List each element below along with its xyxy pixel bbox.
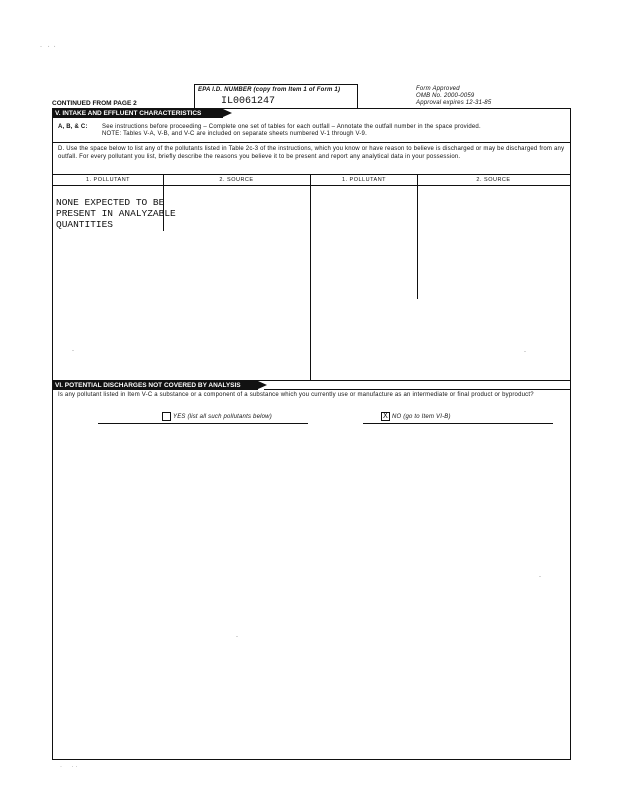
speck: · · · (60, 764, 78, 770)
epa-id-box (194, 84, 358, 109)
col-line-2 (310, 175, 311, 380)
no-option[interactable] (381, 412, 451, 421)
section-vi-question: Is any pollutant listed in Item V-C a substance or a component of a substance which you currently use or manufacture as an intermediate or final product or byproduct? (58, 392, 534, 398)
pollutant-entry-line1: NONE EXPECTED TO BE (56, 197, 165, 208)
continued-from: CONTINUED FROM PAGE 2 (52, 100, 137, 107)
pollutant-entry-line2: PRESENT IN ANALYZABLE (56, 208, 176, 219)
approval-expires: Approval expires 12-31-85 (416, 100, 492, 106)
d-divider (52, 174, 571, 175)
yes-label: YES (list all such pollutants below) (173, 414, 272, 421)
yes-underline (98, 423, 308, 424)
omb-number: OMB No. 2000-0059 (416, 93, 475, 99)
section-d-text: D. Use the space below to list any of the pollutants listed in Table 2c-3 of the instructions, which you know or have reason to believe is discharged or may be discharged from any outfall. For every pollutant you list, briefly describe the reasons you believe it to be present and report any analytical data in your possession. (58, 146, 565, 160)
section-vi-rule (264, 389, 571, 390)
colhead-divider (52, 185, 571, 186)
epa-id-label: EPA I.D. NUMBER (copy from Item 1 of Form 1) (198, 87, 341, 93)
speck: · (539, 574, 542, 580)
pollutant-entry-line3: QUANTITIES (56, 219, 114, 230)
no-underline (363, 423, 553, 424)
no-checkbox[interactable]: X (382, 412, 388, 421)
section-vi-title: VI. POTENTIAL DISCHARGES NOT COVERED BY ANALYSIS (52, 381, 258, 390)
frame-left (52, 108, 53, 760)
col-line-3 (417, 175, 418, 299)
col-source-2: 2. SOURCE (476, 177, 511, 183)
section-v-title: V. INTAKE AND EFFLUENT CHARACTERISTICS (52, 109, 223, 118)
abc-note: NOTE: Tables V-A, V-B, and V-C are included on separate sheets numbered V-1 through V-9. (102, 131, 367, 137)
abc-instructions: See instructions before proceeding – Complete one set of tables for each outfall – Annotate the outfall number in the space provided. (102, 124, 481, 130)
form-approved: Form Approved (416, 86, 460, 92)
yes-checkbox[interactable] (162, 412, 171, 421)
top-specks: · · · (40, 44, 56, 50)
no-label: NO (go to Item VI-B) (392, 414, 451, 421)
abc-label: A, B, & C: (58, 124, 88, 130)
col-pollutant-2: 1. POLLUTANT (341, 177, 387, 183)
frame-right (570, 108, 571, 760)
yes-option[interactable] (162, 412, 272, 421)
speck: · (524, 349, 527, 355)
col-source-1: 2. SOURCE (219, 177, 254, 183)
col-pollutant-1: 1. POLLUTANT (85, 177, 131, 183)
epa-id-value: IL0061247 (221, 96, 276, 107)
frame-bottom (52, 759, 571, 760)
speck: · (72, 348, 75, 354)
abc-divider (52, 142, 571, 143)
speck: · (236, 634, 239, 640)
